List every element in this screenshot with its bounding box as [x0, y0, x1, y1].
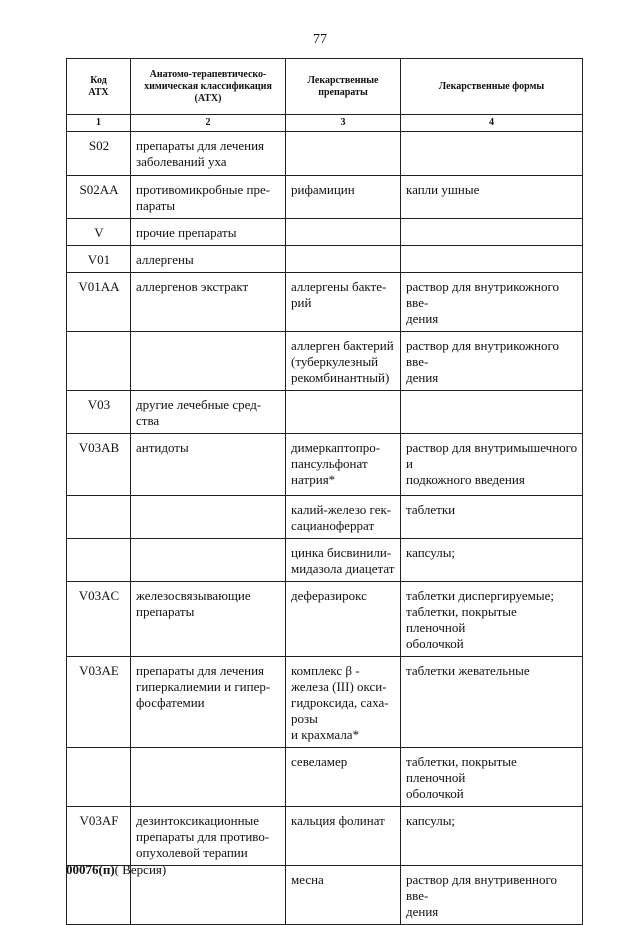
- cell-classification: препараты для лечения заболеваний уха: [131, 132, 286, 176]
- table-row: [67, 434, 583, 496]
- cell-atx-code: S02AA: [67, 176, 131, 219]
- cell-drug: [286, 391, 401, 434]
- cell-classification: [131, 496, 286, 539]
- column-number: 1: [67, 115, 131, 132]
- cell-classification: дезинтоксикационные препараты для противо- опухолевой терапии: [131, 807, 286, 866]
- cell-dosage-form: таблетки диспергируемые; таблетки, покрытые пленочной оболочкой: [401, 582, 583, 657]
- table-row: [67, 176, 583, 219]
- cell-classification: аллергены: [131, 246, 286, 273]
- cell-drug: аллергены бакте- рий: [286, 273, 401, 332]
- cell-atx-code: [67, 332, 131, 391]
- cell-dosage-form: таблетки жевательные: [401, 657, 583, 748]
- footer-document-code: 00076(п): [66, 862, 115, 877]
- cell-drug: севеламер: [286, 748, 401, 807]
- cell-atx-code: V03AF: [67, 807, 131, 866]
- cell-drug: [286, 246, 401, 273]
- cell-classification: препараты для лечения гиперкалиемии и гипер- фосфатемии: [131, 657, 286, 748]
- table-row: [67, 807, 583, 866]
- column-number: 2: [131, 115, 286, 132]
- cell-atx-code: V03: [67, 391, 131, 434]
- footer: [66, 862, 166, 878]
- column-number-row: [67, 115, 583, 132]
- cell-drug: калий-железо гек- сацианоферрат: [286, 496, 401, 539]
- table-header-row: [67, 59, 583, 115]
- cell-classification: [131, 748, 286, 807]
- table-row: [67, 246, 583, 273]
- cell-atx-code: V03AE: [67, 657, 131, 748]
- atx-classification-table: [66, 58, 583, 925]
- page-number: 77: [313, 32, 327, 47]
- cell-classification: [131, 332, 286, 391]
- cell-drug: цинка бисвинили- мидазола диацетат: [286, 539, 401, 582]
- cell-dosage-form: [401, 391, 583, 434]
- table-row: [67, 748, 583, 807]
- header-drugs: Лекарственные препараты: [286, 59, 401, 115]
- table-row: [67, 132, 583, 176]
- cell-classification: антидоты: [131, 434, 286, 496]
- header-forms: Лекарственные формы: [401, 59, 583, 115]
- footer-version: ( Версия): [114, 862, 167, 877]
- table-row: [67, 496, 583, 539]
- column-number: 4: [401, 115, 583, 132]
- cell-dosage-form: [401, 219, 583, 246]
- cell-drug: аллерген бактерий (туберкулезный рекомбинантный): [286, 332, 401, 391]
- cell-atx-code: V03AC: [67, 582, 131, 657]
- cell-dosage-form: таблетки: [401, 496, 583, 539]
- header-code: Код АТХ: [67, 59, 131, 115]
- column-number: 3: [286, 115, 401, 132]
- table-row: [67, 391, 583, 434]
- cell-dosage-form: таблетки, покрытые пленочной оболочкой: [401, 748, 583, 807]
- table-row: [67, 219, 583, 246]
- cell-classification: прочие препараты: [131, 219, 286, 246]
- cell-drug: месна: [286, 866, 401, 925]
- cell-classification: другие лечебные сред- ства: [131, 391, 286, 434]
- cell-atx-code: V01AA: [67, 273, 131, 332]
- cell-dosage-form: [401, 132, 583, 176]
- cell-atx-code: [67, 496, 131, 539]
- table-body: [67, 132, 583, 925]
- cell-dosage-form: раствор для внутримышечного и подкожного введения: [401, 434, 583, 496]
- table-row: [67, 582, 583, 657]
- cell-dosage-form: раствор для внутрикожного вве- дения: [401, 273, 583, 332]
- table-row: [67, 539, 583, 582]
- cell-atx-code: S02: [67, 132, 131, 176]
- cell-atx-code: V01: [67, 246, 131, 273]
- cell-drug: [286, 132, 401, 176]
- table-row: [67, 657, 583, 748]
- cell-drug: рифамицин: [286, 176, 401, 219]
- cell-atx-code: V03AB: [67, 434, 131, 496]
- cell-atx-code: [67, 539, 131, 582]
- cell-dosage-form: раствор для внутривенного вве- дения: [401, 866, 583, 925]
- cell-dosage-form: капли ушные: [401, 176, 583, 219]
- table-row: [67, 273, 583, 332]
- cell-classification: аллергенов экстракт: [131, 273, 286, 332]
- cell-drug: деферазирокс: [286, 582, 401, 657]
- cell-dosage-form: [401, 246, 583, 273]
- cell-dosage-form: капсулы;: [401, 807, 583, 866]
- cell-drug: кальция фолинат: [286, 807, 401, 866]
- cell-classification: противомикробные пре- параты: [131, 176, 286, 219]
- cell-classification: [131, 539, 286, 582]
- cell-dosage-form: капсулы;: [401, 539, 583, 582]
- cell-drug: комплекс β - железа (III) окси- гидроксида, саха- розы и крахмала*: [286, 657, 401, 748]
- cell-dosage-form: раствор для внутрикожного вве- дения: [401, 332, 583, 391]
- cell-atx-code: [67, 748, 131, 807]
- cell-drug: [286, 219, 401, 246]
- table-row: [67, 332, 583, 391]
- header-classification: Анатомо-терапевтическо- химическая классификация (АТХ): [131, 59, 286, 115]
- cell-drug: димеркаптопро- пансульфонат натрия*: [286, 434, 401, 496]
- cell-classification: железосвязывающие препараты: [131, 582, 286, 657]
- cell-atx-code: V: [67, 219, 131, 246]
